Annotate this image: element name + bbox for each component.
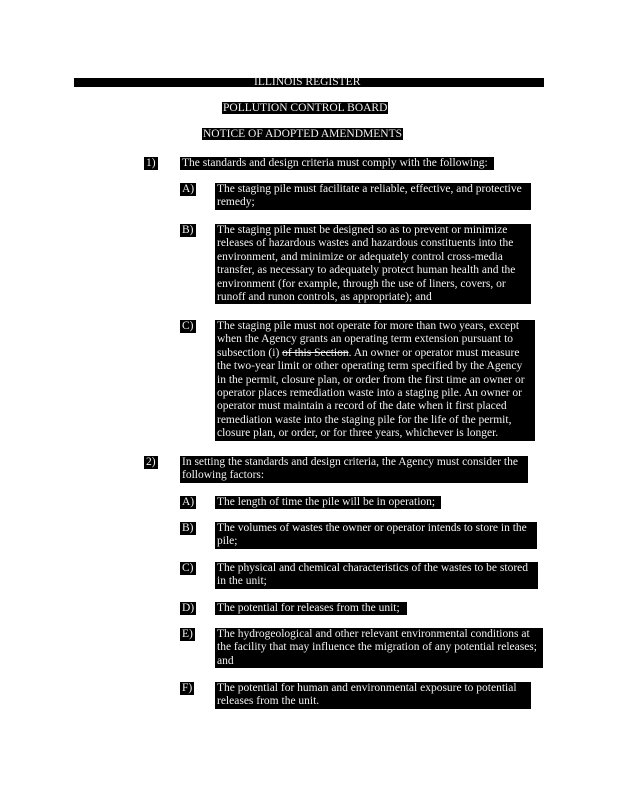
subitem-text: The length of time the pile will be in operation; <box>215 496 441 509</box>
subitem-label: E) <box>182 628 193 640</box>
notice-title: NOTICE OF ADOPTED AMENDMENTS <box>203 128 403 140</box>
item-label: 2) <box>146 456 156 468</box>
subitem-text: The volumes of wastes the owner or operator intends to store in the pile; <box>215 522 537 549</box>
item-label: 1) <box>146 157 156 169</box>
subitem-label: B) <box>182 522 194 534</box>
subitem-text: The potential for human and environmental exposure to potential releases from the unit. <box>215 682 531 709</box>
item-text: In setting the standards and design criteria, the Agency must consider the following factors: <box>180 456 528 483</box>
subitem-text: The hydrogeological and other relevant environmental conditions at the facility that may influence the migration of any potential releases; and <box>215 628 543 668</box>
subitem-label: A) <box>182 496 195 508</box>
subitem-label: D) <box>182 602 195 614</box>
register-title: ILLINOIS REGISTER <box>254 76 361 88</box>
subitem-label: C) <box>182 320 194 332</box>
subitem-text: The staging pile must not operate for more than two years, except when the Agency grants an operating term extension pursuant to subsection (i) of this Section. An owner or operator must measure the two-year limit or other operating term specified by the Agency in the permit, closure plan, or order from the first time an owner or operator places remediation waste into a staging pile. An owner or operator must maintain a record of the date when it first placed remediation waste into the staging pile for the life of the permit, closure plan, or order, or for three years, whichever is longer. <box>215 320 535 441</box>
item-text: The standards and design criteria must comply with the following: <box>180 157 494 170</box>
subitem-label: F) <box>182 682 193 694</box>
subitem-label: A) <box>182 183 195 195</box>
subitem-text: The staging pile must facilitate a reliable, effective, and protective remedy; <box>215 183 531 210</box>
subitem-text: The physical and chemical characteristics of the wastes to be stored in the unit; <box>215 562 538 589</box>
agency-title: POLLUTION CONTROL BOARD <box>223 102 388 114</box>
subitem-text: The potential for releases from the unit; <box>215 602 407 615</box>
subitem-text: The staging pile must be designed so as to prevent or minimize releases of hazardous wastes and hazardous constituents into the environment, and minimize or adequately control cross-media transfer, as necessary to adequately protect human health and the environment (for example, through the use of liners, covers, or runoff and runon controls, as appropriate); and <box>215 224 531 304</box>
subitem-label: B) <box>182 224 194 236</box>
subitem-label: C) <box>182 562 194 574</box>
